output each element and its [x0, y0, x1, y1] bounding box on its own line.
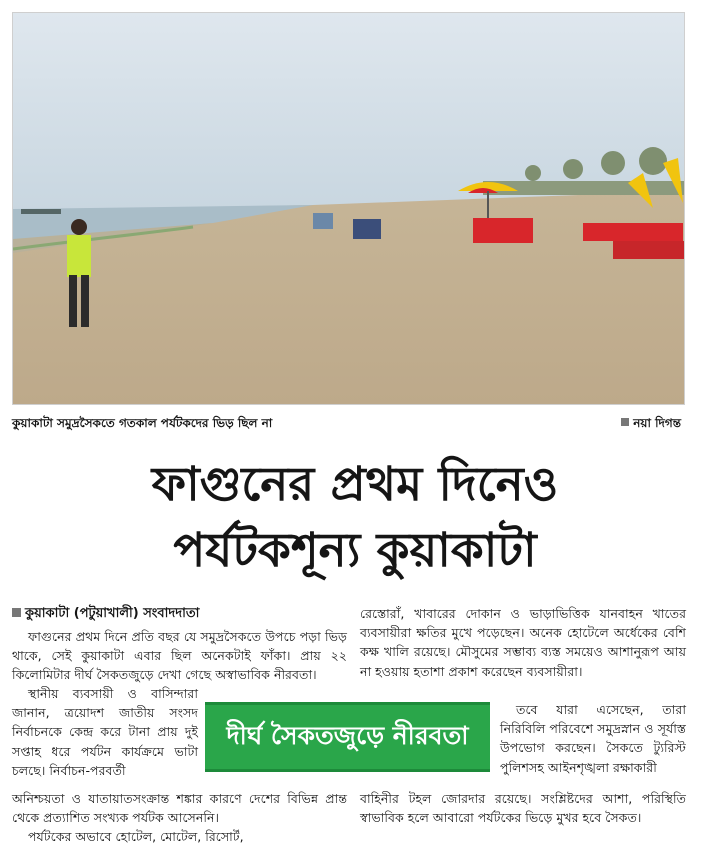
- paragraph-1: ফাগুনের প্রথম দিনে প্রতি বছর যে সমুদ্রসৈকতে উপচে পড়া ভিড় থাকে, সেই কুয়াকাটা এবার ছিল অনেকটাই ফাঁকা। প্রায় ২২ কিলোমিটার দীর্ঘ সৈকতজুড়ে দেখা গেছে অস্বাভাবিক নীরবতা।: [12, 629, 347, 683]
- paragraph-2-cont: অনিশ্চয়তা ও যাতায়াতসংক্রান্ত শঙ্কার কারণে দেশের বিভিন্ন প্রান্ত থেকে প্রত্যাশিত সংখ্যক পর্যটক আসেননি।: [12, 791, 347, 826]
- photo-caption: কুয়াকাটা সমুদ্রসৈকতে গতকাল পর্যটকদের ভিড় ছিল না: [12, 416, 273, 430]
- paragraph-4-cont: বাহিনীর টহল জোরদার রয়েছে। সংশ্লিষ্টদের আশা, পরিস্থিতি স্বাভাবিক হলে আবারো পর্যটকের ভিড়ে মুখর হবে সৈকত।: [360, 791, 686, 826]
- article-col-right-narrow: [500, 700, 686, 777]
- headline: [30, 452, 680, 584]
- photo-credit: [621, 415, 681, 435]
- article-col-left-bottom: [12, 789, 347, 847]
- article-col-left-top: [12, 627, 347, 685]
- photo-caption-row: [12, 413, 685, 435]
- article-col-right-bottom: [360, 789, 686, 827]
- headline-line-2: পর্যটকশূন্য কুয়াকাটা: [173, 523, 537, 578]
- photo-credit-text: নয়া দিগন্ত: [633, 416, 681, 430]
- byline: [12, 604, 199, 625]
- paragraph-3: পর্যটকের অভাবে হোটেল, মোটেল, রিসোর্ট,: [28, 829, 244, 845]
- boats: [21, 209, 61, 214]
- pullquote: দীর্ঘ সৈকতজুড়ে নীরবতা: [205, 702, 490, 772]
- square-icon: [621, 418, 629, 426]
- paragraph-2: স্থানীয় ব্যবসায়ী ও বাসিন্দারা জানান, ত্রয়োদশ জাতীয় সংসদ নির্বাচনকে কেন্দ্র করে টানা প্রায় দুই সপ্তাহ ধরে পর্যটন কার্যক্রমে ভাটা চলছে। নির্বাচন-পরবর্তী: [12, 686, 198, 778]
- paragraph-4: তবে যারা এসেছেন, তারা নিরিবিলি পরিবেশে সমুদ্রস্নান ও সূর্যাস্ত উপভোগ করছেন। সৈকতে ট্যুরিস্ট পুলিশসহ আইনশৃঙ্খলা রক্ষাকারী: [500, 702, 686, 775]
- beach-illustration: [13, 13, 685, 405]
- paragraph-3-cont: রেস্তোরাঁ, খাবারের দোকান ও ভাড়াভিত্তিক যানবাহন খাতের ব্যবসায়ীরা ক্ষতির মুখে পড়েছেন। অনেক হোটেলে অর্ধেকের বেশি কক্ষ খালি রয়েছে। মৌসুমের সম্ভাব্য ব্যস্ত সময়েও আশানুরূপ আয় না হওয়ায় হতাশা প্রকাশ করেছেন ব্যবসায়ীরা।: [360, 606, 686, 679]
- beach-photo: [12, 12, 685, 405]
- article-col-left-narrow: [12, 684, 198, 780]
- headline-line-1: ফাগুনের প্রথম দিনেও: [151, 457, 559, 512]
- square-icon: [12, 608, 21, 617]
- article-col-right-top: [360, 604, 686, 681]
- byline-text: কুয়াকাটা (পটুয়াখালী) সংবাদদাতা: [25, 606, 200, 621]
